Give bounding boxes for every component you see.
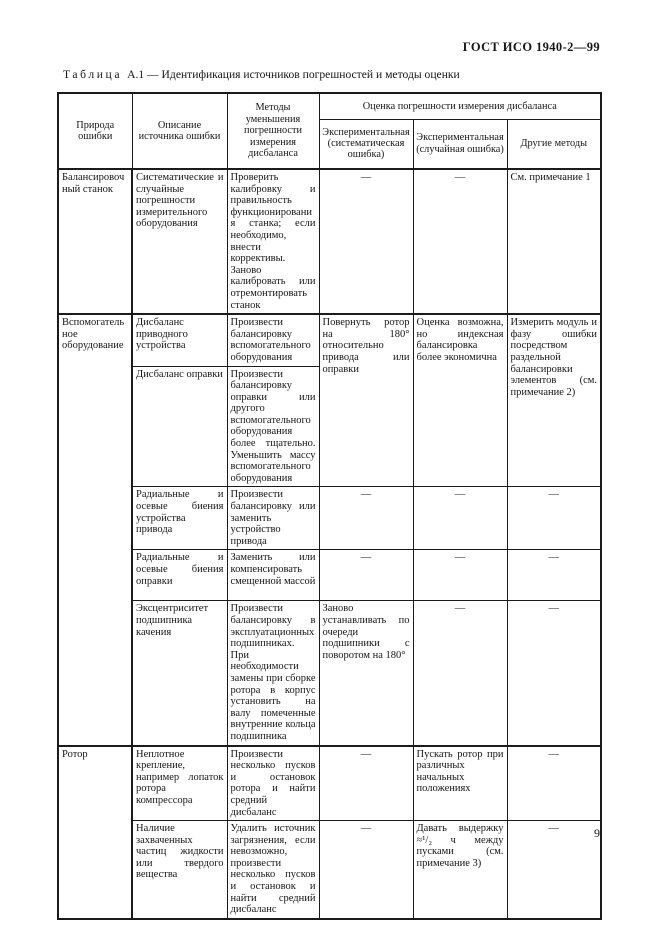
cell-source: Наличие захваченных частиц жидкости или твердого вещества [132,821,227,919]
column-header-method: Методы уменьшения погрешности измерения дисбаланса [227,93,319,169]
header-row-1 [58,93,601,119]
table-row [58,821,601,919]
table-row [58,169,601,314]
column-header-exp-systematic: Экспериментальная (систематическая ошибка) [319,119,413,169]
cell-source: Систематические и случайные погрешности измерительного оборудования [132,169,227,314]
cell-nature: Балансировочный станок [58,169,132,314]
cell-exp-random: — [413,550,507,601]
table-row [58,314,601,366]
cell-exp-systematic: — [319,821,413,919]
cell-exp-random: Пускать ротор при различных начальных положениях [413,746,507,821]
table-container [57,92,600,920]
cell-exp-systematic: — [319,550,413,601]
table-row [58,601,601,746]
cell-exp-random: Давать выдержку ≈¹/₂ ч между пусками (см. примечание 3) [413,821,507,919]
cell-method: Произвести балансировку в эксплуатационных подшипниках. При необходимости замены при сборке ротора в корпус установить на валу помеченные внутренние кольца подшипника [227,601,319,746]
column-header-exp-random: Экспериментальная (случайная ошибка) [413,119,507,169]
cell-method: Произвести балансировку вспомогательного оборудования [227,314,319,366]
cell-method: Заменить или компенсировать смещенной массой [227,550,319,601]
cell-other: — [507,601,601,746]
cell-exp-systematic: Повернуть ротор на 180° относительно привода или оправки [319,314,413,487]
cell-exp-random: Оценка возможна, но индексная балансировка более экономична [413,314,507,487]
cell-other: — [507,487,601,550]
error-sources-table [57,92,602,920]
column-header-other-methods: Другие методы [507,119,601,169]
cell-nature: Вспомогательное оборудование [58,314,132,745]
table-row [58,550,601,601]
cell-method: Проверить калибровку и правильность функционирования станка; если необходимо, внести коррективы. Заново калибровать или отремонтировать станок [227,169,319,314]
page-number: 9 [594,826,600,840]
cell-other: — [507,746,601,821]
table-caption-text: А.1 — Идентификация источников погрешностей и методы оценки [127,68,460,81]
cell-other: Измерить модуль и фазу ошибки посредством раздельной балансировки элементов (см. примечание 2) [507,314,601,487]
cell-exp-random: — [413,601,507,746]
cell-method: Произвести балансировку оправки или другого вспомогательного оборудования более тщательно. Уменьшить массу вспомогательного оборудования [227,366,319,487]
column-header-evaluation-group: Оценка погрешности измерения дисбаланса [319,93,601,119]
cell-exp-systematic: — [319,169,413,314]
table-caption [63,68,460,81]
cell-source: Эксцентриситет подшипника качения [132,601,227,746]
column-header-source: Описание источника ошибки [132,93,227,169]
column-header-nature: Природа ошибки [58,93,132,169]
cell-method: Произвести несколько пусков и остановок ротора и найти средний дисбаланс [227,746,319,821]
table-row [58,487,601,550]
table-caption-label: Таблица [63,68,123,81]
cell-nature: Ротор [58,746,132,919]
table-header [58,93,601,169]
cell-source: Радиальные и осевые биения оправки [132,550,227,601]
cell-source: Дисбаланс приводного устройства [132,314,227,366]
cell-source: Неплотное крепление, например лопаток ротора компрессора [132,746,227,821]
cell-exp-systematic: Заново устанавливать по очереди подшипники с поворотом на 180° [319,601,413,746]
cell-other: См. примечание 1 [507,169,601,314]
cell-method: Удалить источник загрязнения, если невозможно, произвести несколько пусков и остановок и найти средний дисбаланс [227,821,319,919]
table-row [58,746,601,821]
cell-exp-random: — [413,169,507,314]
cell-method: Произвести балансировку или заменить устройство привода [227,487,319,550]
doc-number: ГОСТ ИСО 1940-2—99 [462,40,600,54]
cell-exp-systematic: — [319,746,413,821]
cell-source: Радиальные и осевые биения устройства привода [132,487,227,550]
cell-other: — [507,821,601,919]
cell-other: — [507,550,601,601]
cell-source: Дисбаланс оправки [132,366,227,487]
cell-exp-random: — [413,487,507,550]
cell-exp-systematic: — [319,487,413,550]
